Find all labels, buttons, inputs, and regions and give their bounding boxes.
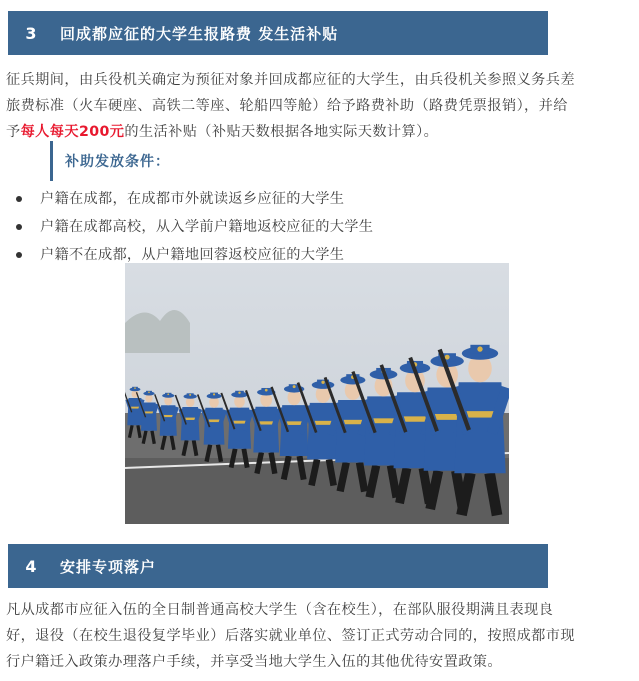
section-4-title: 安排专项落户 bbox=[60, 557, 157, 576]
section-4-number: 4 bbox=[25, 556, 37, 576]
paragraph-line: 予每人每天200元的生活补贴（补贴天数根据各地实际天数计算）。 bbox=[6, 124, 439, 140]
paragraph-line: 旅费标准（火车硬座、高铁二等座、轮船四等舱）给予路费补助（路费凭票报销），并给 bbox=[6, 98, 568, 114]
conditions-list bbox=[0, 185, 560, 269]
list-item: 户籍在成都高校，从入学前户籍地返校应征的大学生 bbox=[0, 213, 560, 241]
bullet-icon bbox=[16, 252, 22, 258]
paragraph-line: 凡从成都市应征入伍的全日制普通高校大学生（含在校生），在部队服役期满且表现良 bbox=[6, 602, 554, 618]
list-item: 户籍在成都，在成都市外就读返乡应征的大学生 bbox=[0, 185, 560, 213]
paragraph-line: 征兵期间，由兵役机关确定为预征对象并回成都应征的大学生，由兵役机关参照义务兵差 bbox=[6, 72, 575, 88]
list-item: 户籍不在成都，从户籍地回蓉返校应征的大学生 bbox=[0, 241, 560, 269]
conditions-heading: 补助发放条件： bbox=[50, 141, 170, 181]
bullet-icon bbox=[16, 224, 22, 230]
travel-subsidy-paragraph bbox=[6, 67, 631, 145]
paragraph-line: 好，退役（在校生退役复学毕业）后落实就业单位、签订正式劳动合同的，按照成都市现 bbox=[6, 628, 575, 644]
settlement-paragraph bbox=[6, 597, 631, 675]
section-4-header bbox=[8, 544, 548, 588]
section-3-header bbox=[8, 11, 548, 55]
subsidy-amount-highlight: 每人每天200元 bbox=[20, 124, 125, 140]
bullet-icon bbox=[16, 196, 22, 202]
marching-soldiers-photo bbox=[125, 263, 509, 524]
paragraph-line: 行户籍迁入政策办理落户手续，并享受当地大学生入伍的其他优待安置政策。 bbox=[6, 654, 502, 670]
section-3-title: 回成都应征的大学生报路费 发生活补贴 bbox=[60, 24, 339, 43]
section-3-number: 3 bbox=[25, 23, 37, 43]
